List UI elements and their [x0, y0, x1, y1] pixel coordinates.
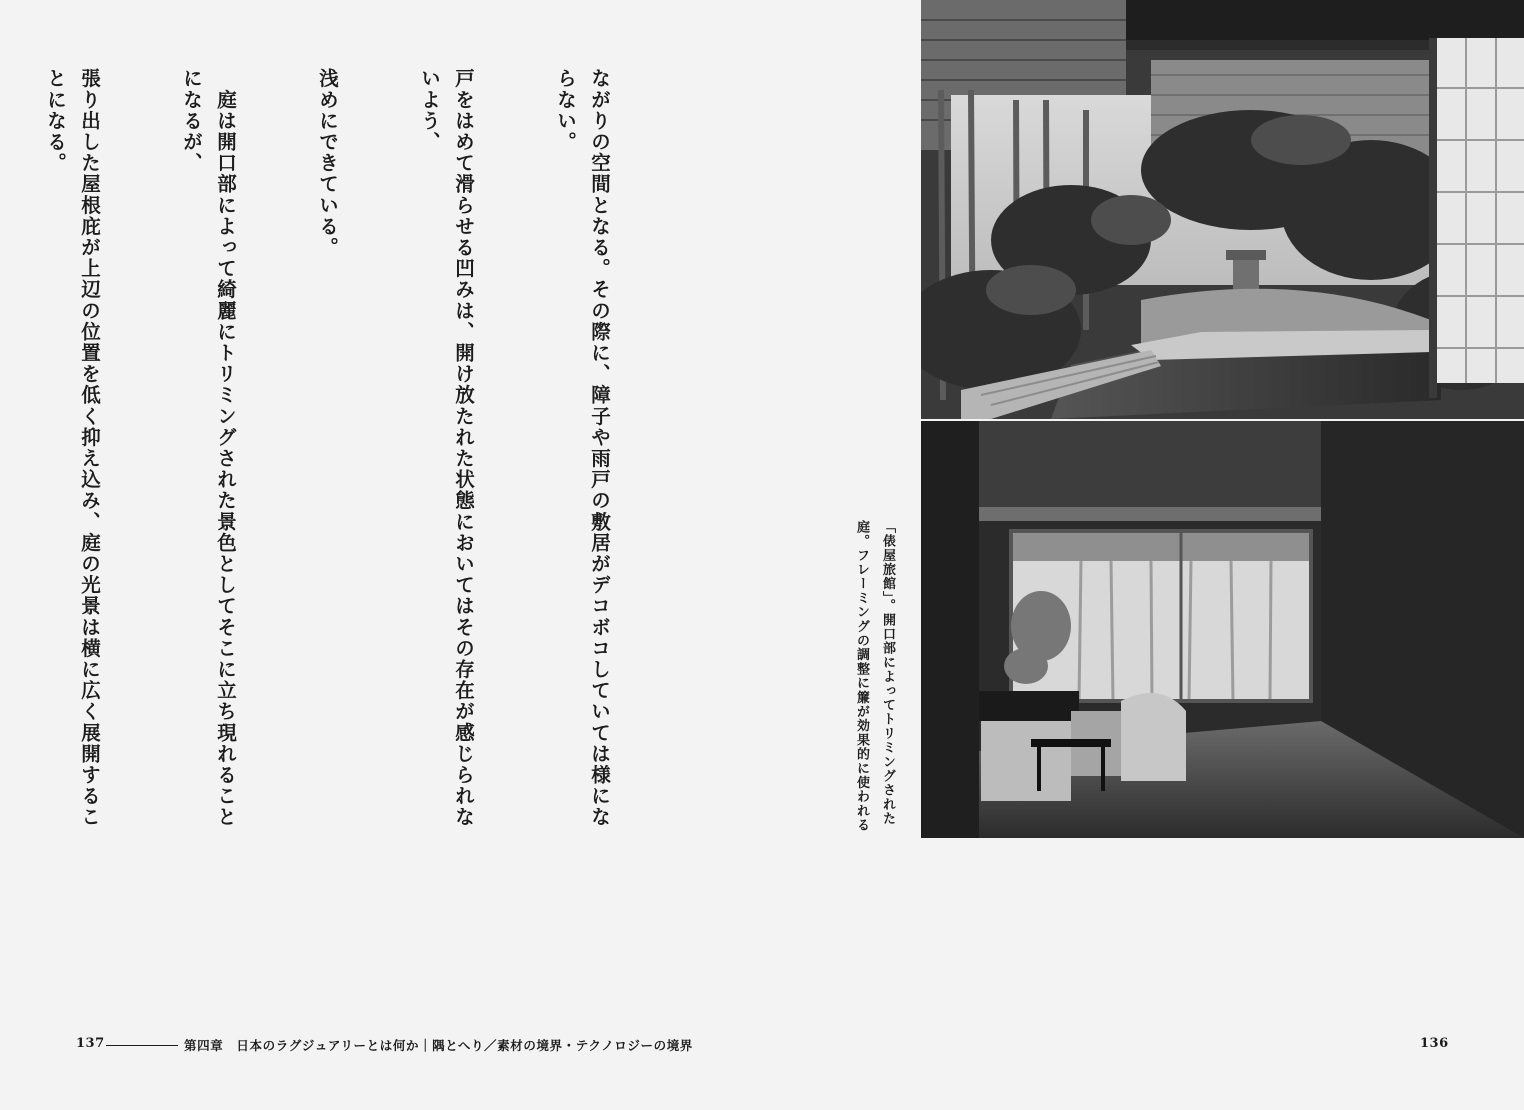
body-text	[0, 68, 684, 848]
text-line: ながりの空間となる。その際に、障子や雨戸の敷居がデコボコしていては様にならない。	[554, 68, 611, 828]
running-head-rule	[106, 1045, 178, 1046]
page-number-left: 137	[76, 1036, 105, 1051]
page-number-right: 136	[1420, 1036, 1449, 1051]
caption-line: 「俵屋旅館」。開口部によってトリミングされた	[880, 520, 895, 826]
text-line: 庭は開口部によって綺麗にトリミングされた景色としてそこに立ち現れることになるが、	[180, 68, 237, 828]
room-photo	[921, 421, 1524, 838]
garden-photo	[921, 0, 1524, 419]
garden-photo-image	[921, 0, 1524, 419]
text-line: 浅めにできている。	[316, 68, 339, 258]
room-photo-image	[921, 421, 1524, 838]
photo-caption	[848, 520, 900, 840]
text-line: 張り出した屋根庇が上辺の位置を低く抑え込み、庭の光景は横に広く展開することになる。	[44, 68, 101, 828]
text-line: 戸をはめて滑らせる凹みは、開け放たれた状態においてはその存在が感じられないよう、	[418, 68, 475, 828]
caption-line: 庭。フレーミングの調整に簾が効果的に使われる	[854, 520, 869, 833]
running-head: 第四章 日本のラグジュアリーとは何か｜隅とへり／素材の境界・テクノロジーの境界	[184, 1038, 693, 1053]
